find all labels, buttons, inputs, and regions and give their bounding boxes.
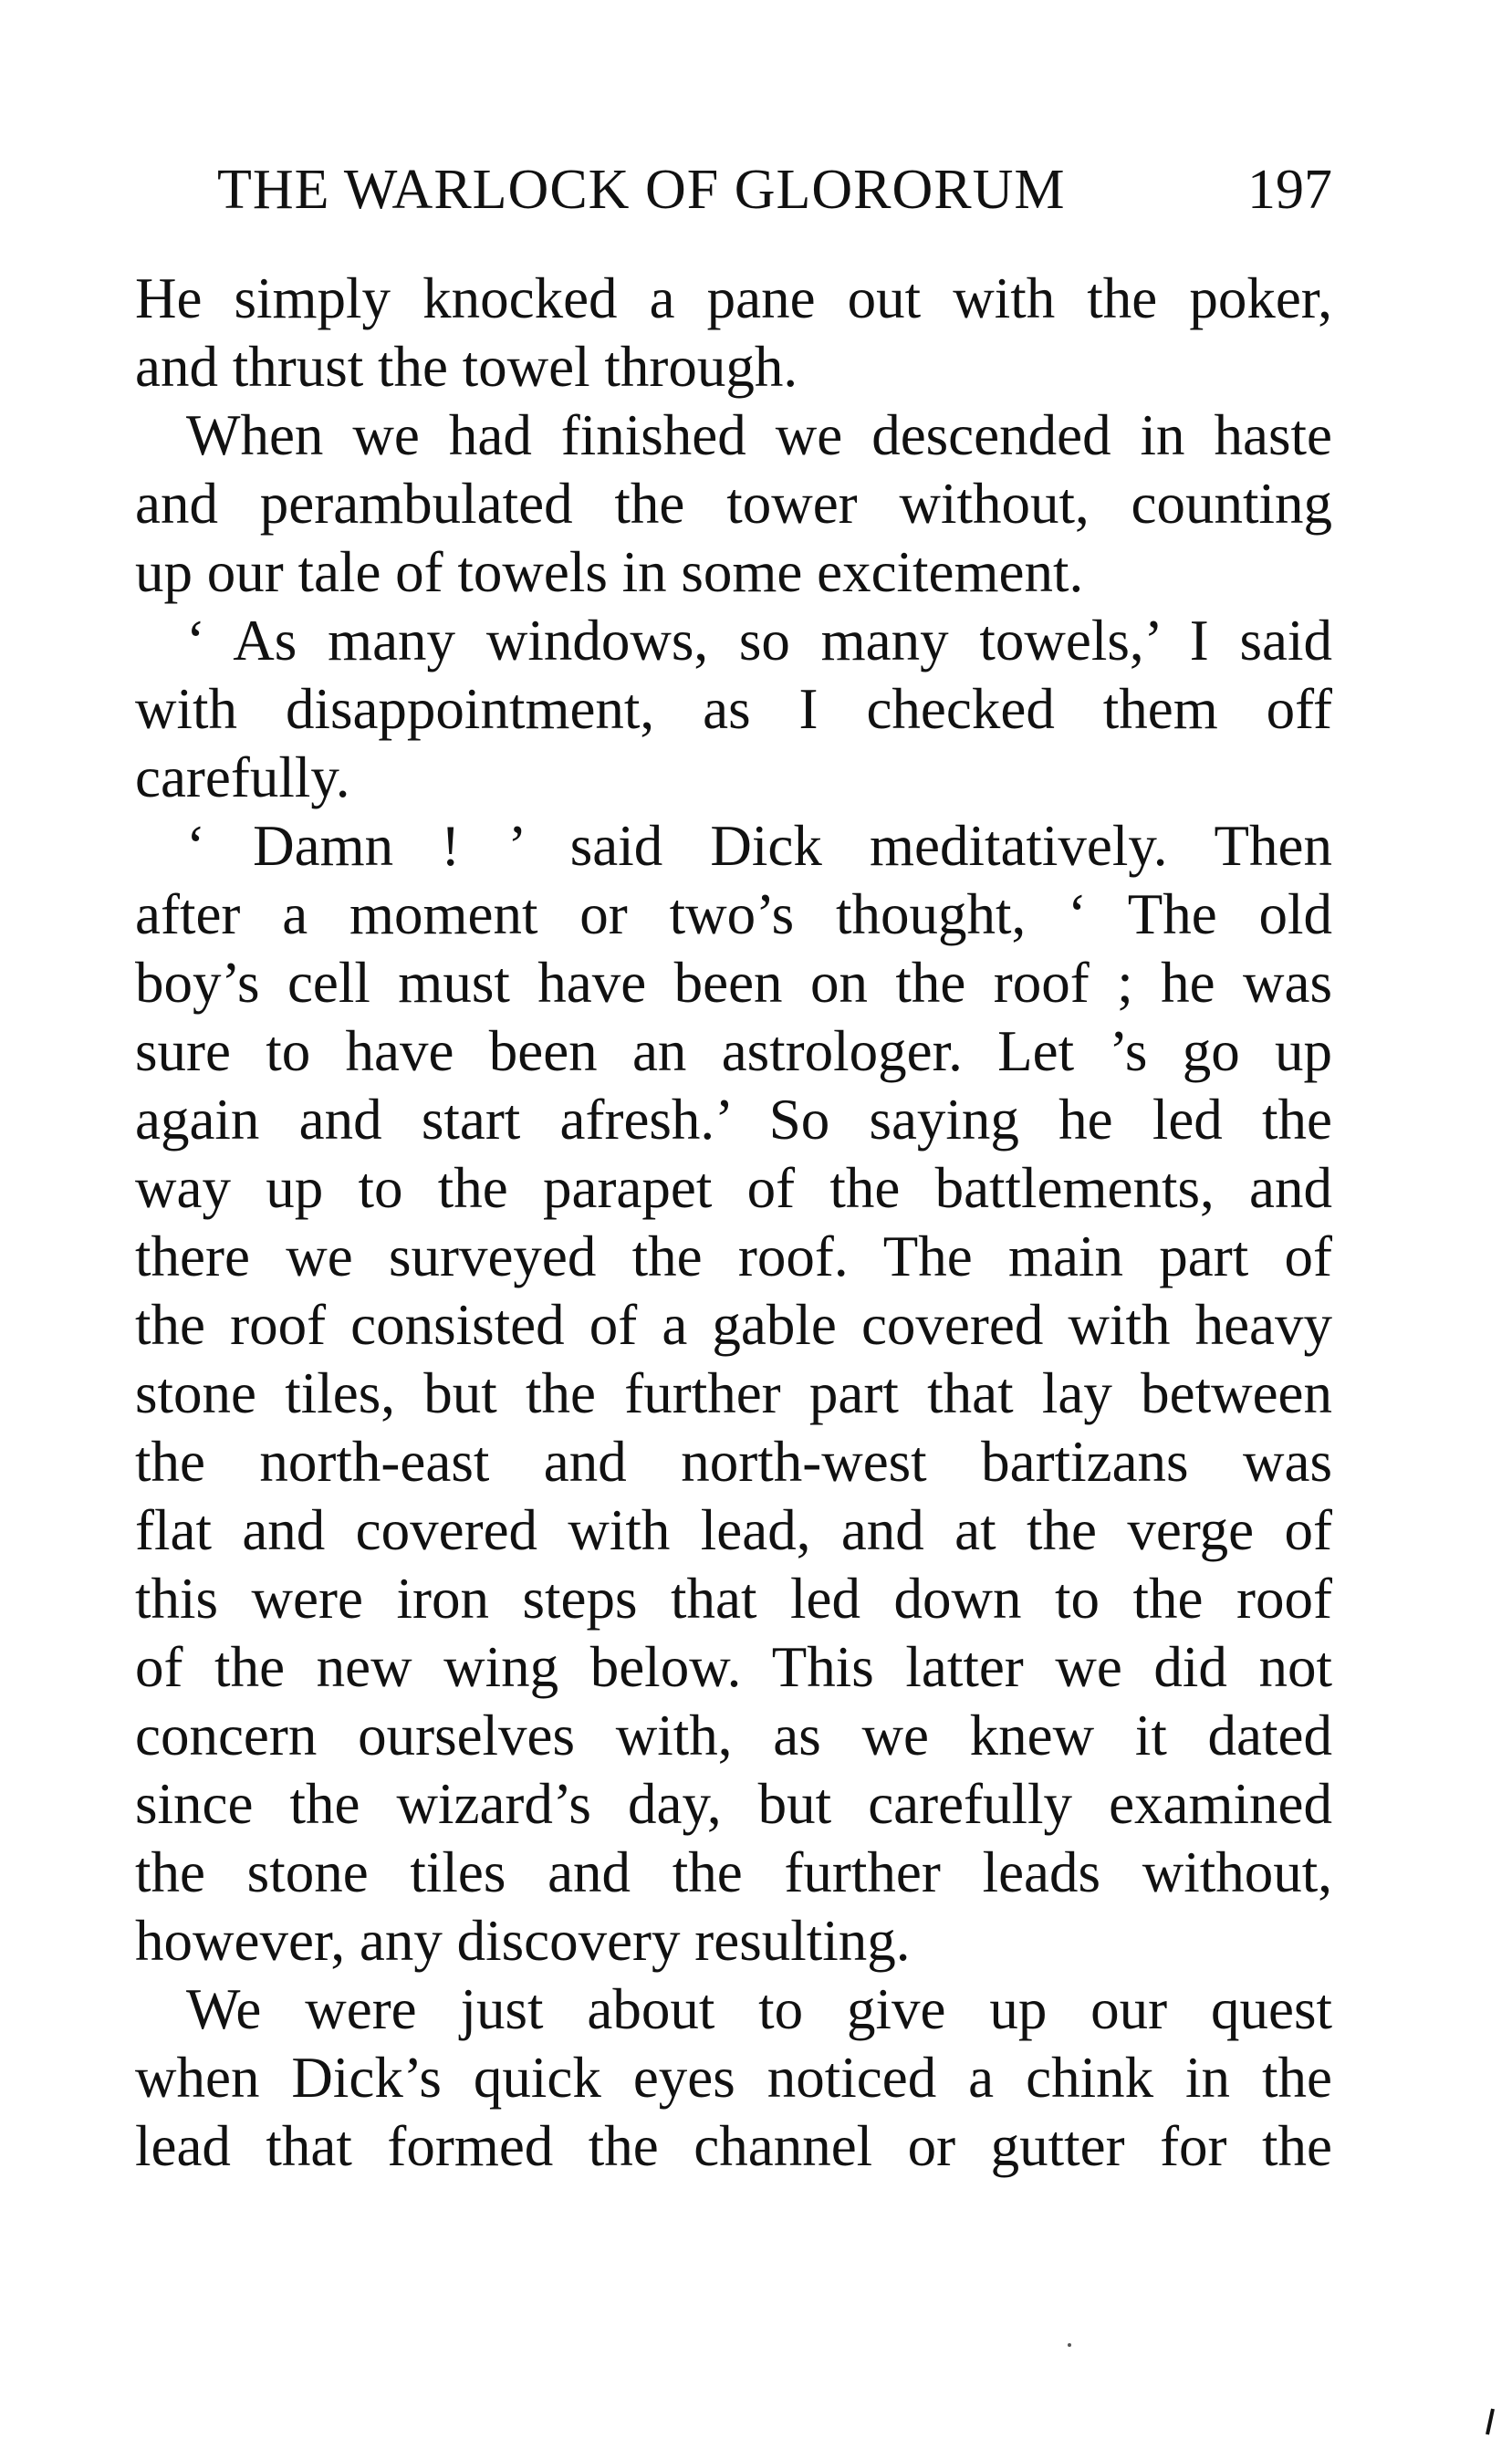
text-line: stone tiles, but the further part that lay between (135, 1361, 1332, 1425)
text-line: the north-east and north-west bartizans was (135, 1430, 1332, 1494)
text-line: up our tale of towels in some excitement. (135, 540, 1084, 604)
text-line: carefully. (135, 745, 350, 809)
text-line: ‘ As many windows, so many towels,’ I said (186, 609, 1332, 672)
text-line: sure to have been an astrologer. Let ’s go up (135, 1019, 1332, 1083)
text-line: boy’s cell must have been on the roof ; he was (135, 951, 1332, 1015)
running-head (217, 153, 1332, 226)
text-line: since the wizard’s day, but carefully examined (135, 1772, 1332, 1836)
speck-mark (1068, 2343, 1071, 2347)
text-line: ‘ Damn ! ’ said Dick meditatively. Then (186, 814, 1332, 878)
text-line: way up to the parapet of the battlements, and (135, 1156, 1332, 1220)
text-line: the stone tiles and the further leads without, (135, 1840, 1332, 1904)
text-line: this were iron steps that led down to the roof (135, 1567, 1332, 1631)
text-line: again and start afresh.’ So saying he led the (135, 1088, 1332, 1152)
text-line: after a moment or two’s thought, ‘ The old (135, 882, 1332, 946)
text-line: of the new wing below. This latter we did not (135, 1635, 1332, 1699)
page-number: 197 (1247, 159, 1332, 221)
text-line: with disappointment, as I checked them off (135, 677, 1332, 741)
stray-mark (1487, 2409, 1493, 2434)
text-line: when Dick’s quick eyes noticed a chink in the (135, 2046, 1332, 2110)
text-line: We were just about to give up our quest (186, 1977, 1332, 2041)
text-line: the roof consisted of a gable covered with heavy (135, 1293, 1332, 1357)
text-line: concern ourselves with, as we knew it dated (135, 1704, 1332, 1767)
text-line: and thrust the towel through. (135, 335, 798, 399)
text-line: lead that formed the channel or gutter for the (135, 2114, 1332, 2178)
body-text (135, 265, 1332, 2181)
text-line: there we surveyed the roof. The main part of (135, 1225, 1332, 1288)
text-line: He simply knocked a pane out with the poker, (135, 266, 1332, 330)
running-title: THE WARLOCK OF GLORORUM (217, 159, 1066, 221)
text-line: flat and covered with lead, and at the verge of (135, 1498, 1332, 1562)
text-line: however, any discovery resulting. (135, 1909, 911, 1973)
text-line: and perambulated the tower without, counting (135, 472, 1332, 536)
text-line: When we had finished we descended in haste (186, 403, 1332, 467)
